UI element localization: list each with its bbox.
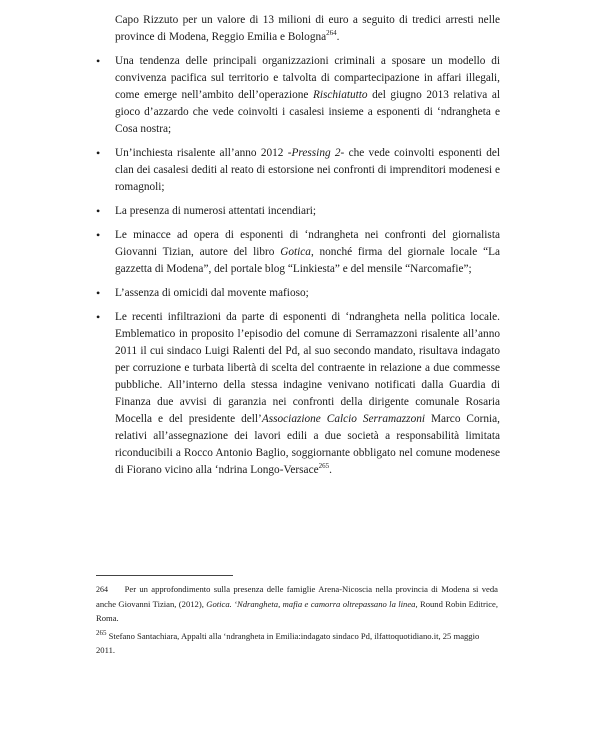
list-item-text: del giugno 2013 relativa al gioco d’azzardo che vede coinvolti i casalesi insieme a esponenti di ‘ndrangheta e Cosa nostra;	[115, 89, 500, 135]
list-item	[96, 53, 500, 138]
footnote-text: Per un approfondimento sulla presenza delle famiglie Arena-Nicoscia nella provincia di Modena si veda anche Giovanni Tizian, (2012),	[96, 584, 498, 609]
footnote-ref-265[interactable]: 265	[318, 462, 330, 471]
list-item-text: L’assenza di omicidi dal movente mafioso;	[115, 287, 309, 299]
bullet-icon: •	[96, 146, 101, 160]
list-item-italic: Rischiatutto	[312, 89, 368, 101]
footnote-ref-264[interactable]: 264	[326, 29, 337, 38]
bullet-icon: •	[96, 286, 101, 300]
footnote-265	[96, 629, 498, 657]
carryover-line-2: province di Modena, Reggio Emilia e Bologna	[115, 31, 327, 43]
bullet-icon: •	[96, 204, 101, 218]
list-item-text: , nonché firma del giornale locale “La gazzetta di Modena”, del portale blog “Linkiesta” e del mensile “Narcomafie”;	[115, 246, 500, 275]
list-item	[96, 285, 500, 302]
carryover-line-1: Capo Rizzuto per un valore di 13 milioni di euro a seguito di tredici arresti nelle	[115, 14, 500, 26]
bullet-icon: •	[96, 228, 101, 242]
carryover-period: .	[336, 31, 340, 43]
list-item	[96, 227, 500, 278]
list-item-italic: -Pressing 2-	[287, 147, 345, 159]
bullet-list	[96, 53, 500, 486]
list-item-italic: Gotica	[280, 246, 311, 258]
footnote-italic: Gotica. ‘Ndrangheta, mafia e camorra oltrepassano la linea	[206, 599, 416, 609]
list-item-text: .	[329, 464, 332, 476]
footnote-number: 264	[96, 585, 108, 594]
list-item-text: Le minacce ad opera di esponenti di ‘ndrangheta nei confronti del giornalista Giovanni Tizian, autore del libro	[115, 229, 500, 258]
list-item	[96, 203, 500, 220]
footnote-text: , Round Robin Editrice, Roma.	[96, 599, 498, 623]
carryover-paragraph	[115, 12, 500, 46]
footnote-number: 265	[96, 629, 107, 638]
list-item	[96, 309, 500, 479]
list-item-text: Una tendenza delle principali organizzazioni criminali a sposare un modello di convivenza pacifica sul territorio e talvolta di compartecipazione in affari illegali, come emerge nell’ambito dell’operazione	[115, 55, 500, 101]
list-item-italic: Associazione Calcio Serramazzoni	[261, 413, 426, 425]
list-item	[96, 145, 500, 196]
footnote-divider	[96, 575, 233, 576]
list-item-text: Marco Cornia, relativi all’assegnazione dei lavori edili a due società a responsabilità limitata riconducibili a Rocco Antonio Baglio, soggiornante obbligato nel comune modenese di Fiorano vicino alla ‘ndrina Longo-Versace	[115, 413, 501, 476]
list-item-text: Le recenti infiltrazioni da parte di esponenti di ‘ndrangheta nella politica locale. Emblematico in proposito l’episodio del comune di Serramazzoni risalente all’anno 2011 il cui sindaco Luigi Ralenti del Pd, al suo secondo mandato, risultava indagato per corruzione e turbata libertà di scelta del contraente in relazione a due commesse pubbliche. All’interno della stessa indagine venivano notificati dalla Guardia di Finanza due avvisi di garanzia nei confronti della dirigente comunale Rosaria Mocella e del presidente dell’	[115, 311, 500, 425]
bullet-icon: •	[96, 310, 101, 324]
footnote-text: Stefano Santachiara, Appalti alla ‘ndrangheta in Emilia:indagato sindaco Pd, ilfattoquotidiano.it, 25 maggio 2011.	[96, 631, 480, 655]
list-item-text: che vede coinvolti esponenti del clan dei casalesi dediti al reato di estorsione nei confronti di imprenditori modenesi e romagnoli;	[115, 147, 500, 193]
bullet-icon: •	[96, 54, 101, 68]
list-item-text: La presenza di numerosi attentati incendiari;	[115, 205, 317, 217]
footnote-264	[96, 582, 498, 625]
list-item-text: Un’inchiesta risalente all’anno 2012	[115, 147, 288, 159]
